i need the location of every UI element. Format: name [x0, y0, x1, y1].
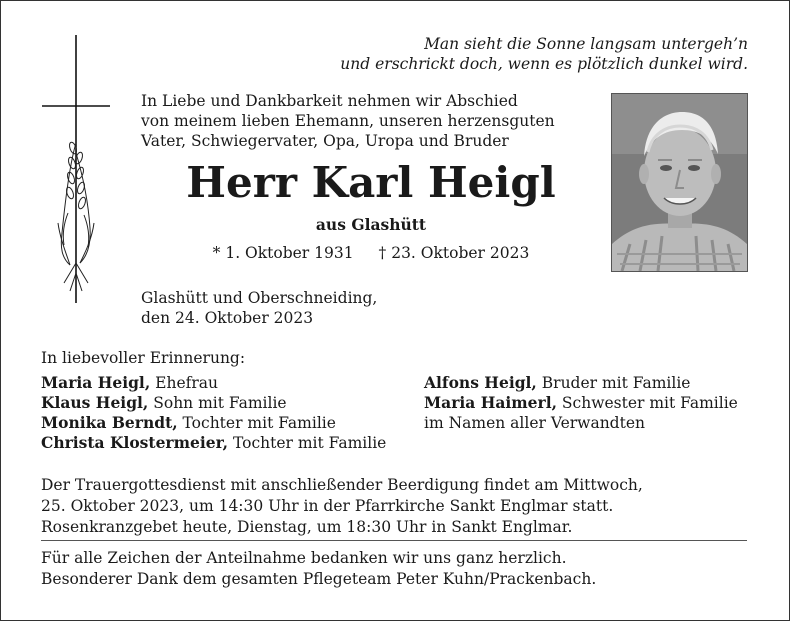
- thanks-text: [41, 548, 761, 590]
- thanks-line-1: Für alle Zeichen der Anteilnahme bedanken wir uns ganz herzlich.: [41, 549, 567, 567]
- list-item: [41, 373, 411, 393]
- mourner-name: Alfons Heigl,: [424, 373, 537, 392]
- intro-text: [141, 91, 581, 151]
- epigraph-quote: [300, 34, 748, 74]
- mourner-relation: Sohn mit Familie: [148, 394, 287, 412]
- list-item: [41, 393, 411, 413]
- intro-line-2: von meinem lieben Ehemann, unseren herzensguten: [141, 112, 555, 130]
- service-details: [41, 475, 761, 538]
- mourner-relation: Schwester mit Familie: [556, 394, 738, 412]
- list-item: [424, 393, 764, 413]
- mourners-right-column: [424, 373, 764, 433]
- date-line: den 24. Oktober 2023: [141, 309, 314, 327]
- birth-date: * 1. Oktober 1931: [212, 244, 354, 262]
- deceased-origin: aus Glashütt: [315, 215, 427, 234]
- mourners-left-column: [41, 373, 411, 453]
- portrait-photo: [611, 93, 748, 272]
- list-item: [41, 413, 411, 433]
- mourner-name: Klaus Heigl,: [41, 393, 149, 412]
- place-and-date: [141, 288, 541, 328]
- service-line-3: Rosenkranzgebet heute, Dienstag, um 18:30 Uhr in Sankt Englmar.: [41, 518, 573, 536]
- memory-label: In liebevoller Erinnerung:: [41, 349, 246, 367]
- deceased-name: Herr Karl Heigl: [186, 158, 556, 207]
- list-item: [41, 433, 411, 453]
- quote-line-2: und erschrickt doch, wenn es plötzlich dunkel wird.: [340, 55, 748, 73]
- list-item: [424, 373, 764, 393]
- mourner-relation: Bruder mit Familie: [536, 374, 691, 392]
- mourner-name: Maria Heigl,: [41, 373, 151, 392]
- mourner-name: Monika Berndt,: [41, 413, 178, 432]
- cross-with-wheat-icon: [40, 33, 112, 305]
- intro-line-3: Vater, Schwiegervater, Opa, Uropa und Bruder: [141, 132, 509, 150]
- life-dates: [141, 243, 601, 263]
- death-date: † 23. Oktober 2023: [378, 244, 530, 262]
- mourner-relation: Ehefrau: [150, 374, 218, 392]
- quote-line-1: Man sieht die Sonne langsam untergeh’n: [424, 35, 748, 53]
- mourner-name: Christa Klostermeier,: [41, 433, 229, 452]
- mourner-relation: im Namen aller Verwandten: [424, 414, 645, 432]
- intro-line-1: In Liebe und Dankbarkeit nehmen wir Abschied: [141, 92, 518, 110]
- service-line-1: Der Trauergottesdienst mit anschließender Beerdigung findet am Mittwoch,: [41, 476, 643, 494]
- mourner-relation: Tochter mit Familie: [228, 434, 387, 452]
- list-item: [424, 413, 764, 433]
- service-line-2: 25. Oktober 2023, um 14:30 Uhr in der Pfarrkirche Sankt Englmar statt.: [41, 497, 614, 515]
- place-line: Glashütt und Oberschneiding,: [141, 289, 378, 307]
- mourner-name: Maria Haimerl,: [424, 393, 557, 412]
- mourner-relation: Tochter mit Familie: [177, 414, 336, 432]
- divider: [41, 540, 747, 541]
- thanks-line-2: Besonderer Dank dem gesamten Pflegeteam Peter Kuhn/Prackenbach.: [41, 570, 597, 588]
